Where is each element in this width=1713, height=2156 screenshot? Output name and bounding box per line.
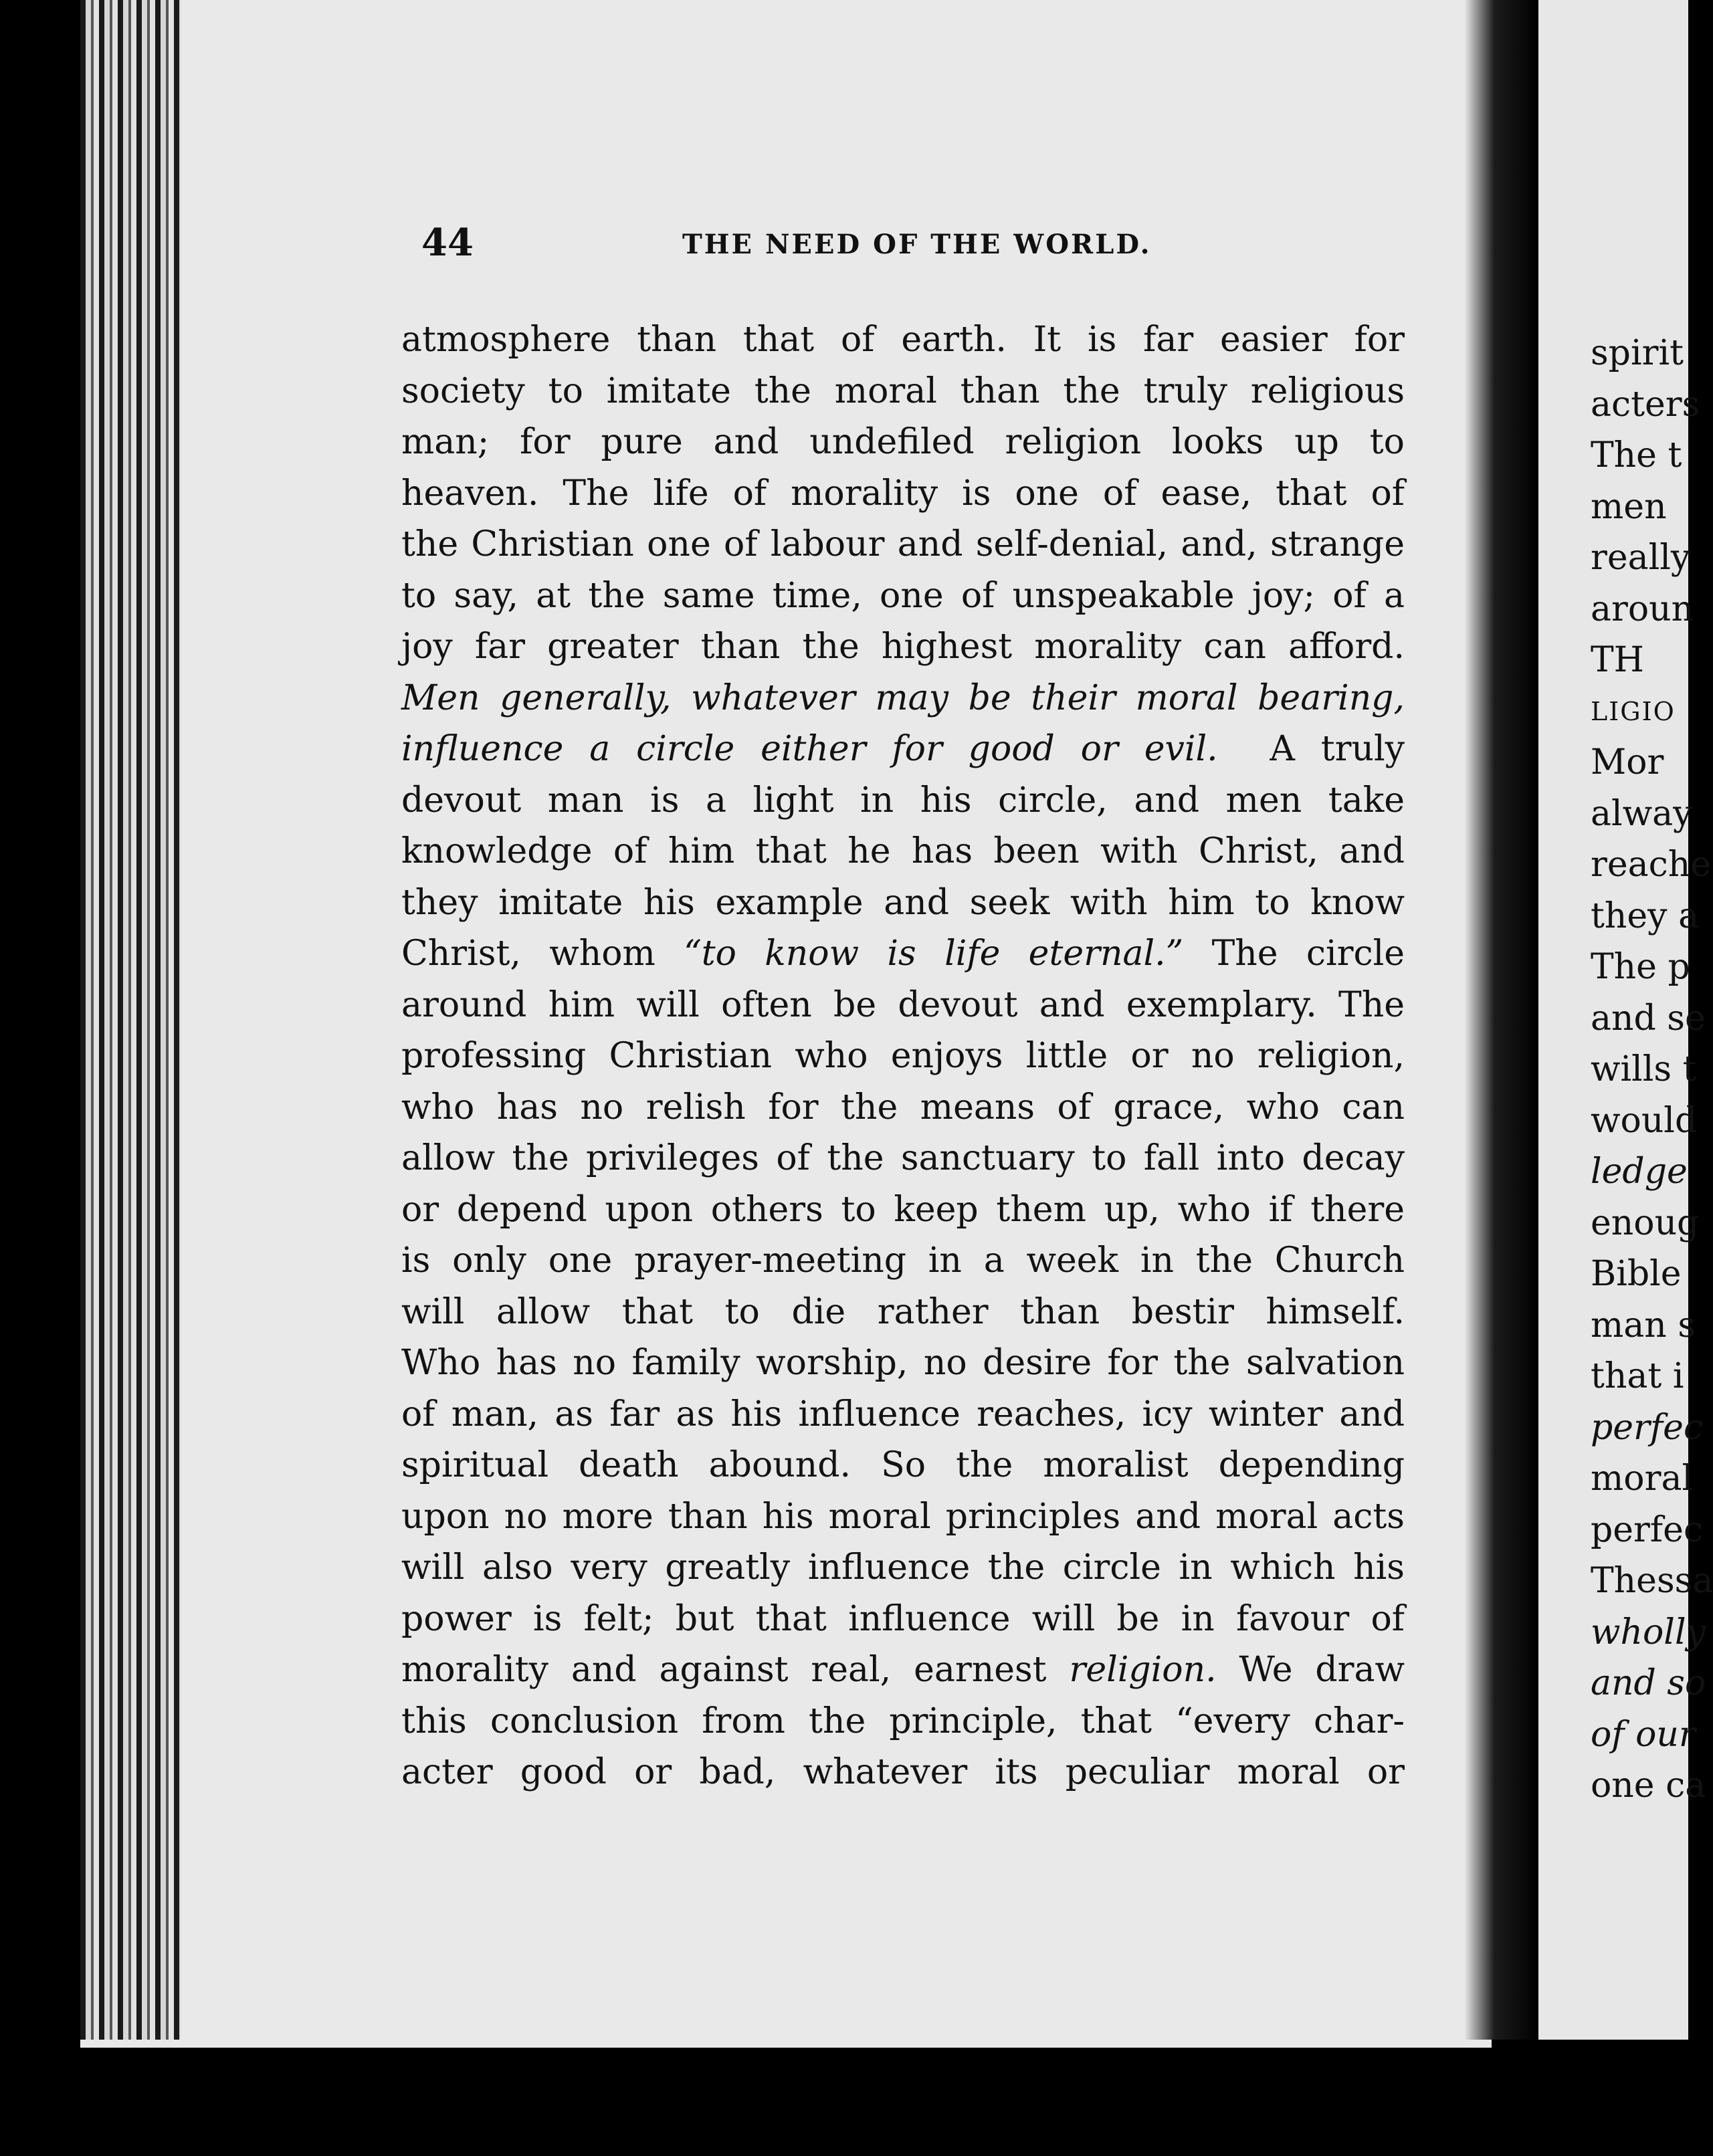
text-line: they imitate his example and seek with him to know bbox=[401, 882, 1405, 923]
running-title: THE NEED OF THE WORLD. bbox=[682, 229, 1152, 260]
scan-bottom-border bbox=[0, 2040, 1688, 2156]
text-line: spiritual death abound. So the moralist depending bbox=[401, 1445, 1405, 1485]
right-line: LIGIO bbox=[1591, 696, 1676, 726]
right-line: wholly bbox=[1591, 1612, 1706, 1652]
text-line: this conclusion from the principle, that “every char- bbox=[401, 1701, 1405, 1741]
page-header bbox=[421, 221, 1411, 281]
text-line: or depend upon others to keep them up, who if there bbox=[401, 1189, 1405, 1230]
text-line: who has no relish for the means of grace, who can bbox=[401, 1087, 1405, 1127]
text-span: The circle bbox=[1183, 934, 1405, 974]
text-line: upon no more than his moral principles and moral acts bbox=[401, 1496, 1405, 1537]
right-line: The p bbox=[1591, 947, 1690, 987]
page-edges bbox=[80, 0, 181, 2156]
text-line: professing Christian who enjoys little or no religion, bbox=[401, 1036, 1405, 1076]
italic-span: religion. bbox=[1069, 1650, 1217, 1690]
right-line: wills t bbox=[1591, 1049, 1697, 1089]
right-line: man s bbox=[1591, 1305, 1696, 1345]
text-line: allow the privileges of the sanctuary to fall into decay bbox=[401, 1138, 1405, 1178]
text-line: joy far greater than the highest morality can afford. bbox=[401, 627, 1405, 667]
text-span: We draw bbox=[1216, 1650, 1405, 1690]
text-line: of man, as far as his influence reaches, icy winter and bbox=[401, 1394, 1405, 1434]
text-line bbox=[401, 1644, 1405, 1696]
right-line: Mor bbox=[1591, 742, 1664, 782]
text-span: A truly bbox=[1270, 729, 1405, 769]
right-line: TH bbox=[1591, 640, 1645, 680]
right-line: spirit bbox=[1591, 333, 1684, 373]
text-line: heaven. The life of morality is one of ease, that of bbox=[401, 473, 1405, 514]
text-line: will also very greatly influence the circle in which his bbox=[401, 1547, 1405, 1588]
text-line bbox=[401, 724, 1405, 775]
right-line: that i bbox=[1591, 1356, 1684, 1396]
right-line: alway bbox=[1591, 793, 1693, 834]
text-line: is only one prayer-meeting in a week in the Church bbox=[401, 1241, 1405, 1281]
text-line bbox=[401, 928, 1405, 980]
text-line: devout man is a light in his circle, and men take bbox=[401, 780, 1405, 821]
right-line: one ca bbox=[1591, 1765, 1706, 1806]
right-line: really bbox=[1591, 538, 1691, 578]
text-line: power is felt; but that influence will be in favour of bbox=[401, 1598, 1405, 1639]
right-line: perfec bbox=[1591, 1509, 1704, 1550]
right-line: Thessa bbox=[1591, 1561, 1713, 1601]
right-line: enoug bbox=[1591, 1202, 1700, 1243]
text-line: will allow that to die rather than bestir himself. bbox=[401, 1291, 1405, 1332]
text-span: morality and against real, earnest bbox=[401, 1650, 1070, 1690]
right-line: Bible bbox=[1591, 1254, 1682, 1294]
right-line: they a bbox=[1591, 895, 1700, 936]
text-line: around him will often be devout and exemplary. The bbox=[401, 984, 1405, 1025]
text-line: acter good or bad, whatever its peculiar moral or bbox=[401, 1752, 1405, 1792]
text-line: knowledge of him that he has been with Christ, and bbox=[401, 831, 1405, 871]
right-line: ledge bbox=[1591, 1152, 1688, 1192]
right-line: reache bbox=[1591, 845, 1712, 885]
text-span: Christ, whom bbox=[401, 934, 684, 974]
right-line: men bbox=[1591, 486, 1667, 527]
body-text bbox=[401, 314, 1405, 1798]
right-line: of our bbox=[1591, 1714, 1696, 1755]
italic-span: “to know is life eternal.” bbox=[684, 934, 1184, 974]
text-line: Who has no family worship, no desire for the salvation bbox=[401, 1343, 1405, 1383]
italic-span: influence a circle either for good or evil. bbox=[401, 729, 1218, 769]
text-line: atmosphere than that of earth. It is far easier for bbox=[401, 320, 1405, 360]
text-line: society to imitate the moral than the truly religious bbox=[401, 370, 1405, 411]
right-line: moral bbox=[1591, 1459, 1694, 1499]
right-line: The t bbox=[1591, 435, 1682, 475]
right-line: aroun bbox=[1591, 588, 1694, 629]
text-line: the Christian one of labour and self-denial, and, strange bbox=[401, 524, 1405, 564]
text-line: man; for pure and undefiled religion looks up to bbox=[401, 422, 1405, 462]
right-line: acters bbox=[1591, 384, 1700, 425]
text-line: to say, at the same time, one of unspeakable joy; of a bbox=[401, 575, 1405, 616]
right-line: and so bbox=[1591, 1663, 1706, 1703]
right-line: perfec bbox=[1591, 1407, 1704, 1448]
text-line: Men generally, whatever may be their moral bearing, bbox=[401, 677, 1405, 718]
right-page-text bbox=[1591, 328, 1713, 1812]
page-number: 44 bbox=[421, 221, 474, 265]
right-line: would bbox=[1591, 1100, 1698, 1141]
right-line: and se bbox=[1591, 998, 1706, 1039]
book-gutter bbox=[1465, 0, 1538, 2156]
